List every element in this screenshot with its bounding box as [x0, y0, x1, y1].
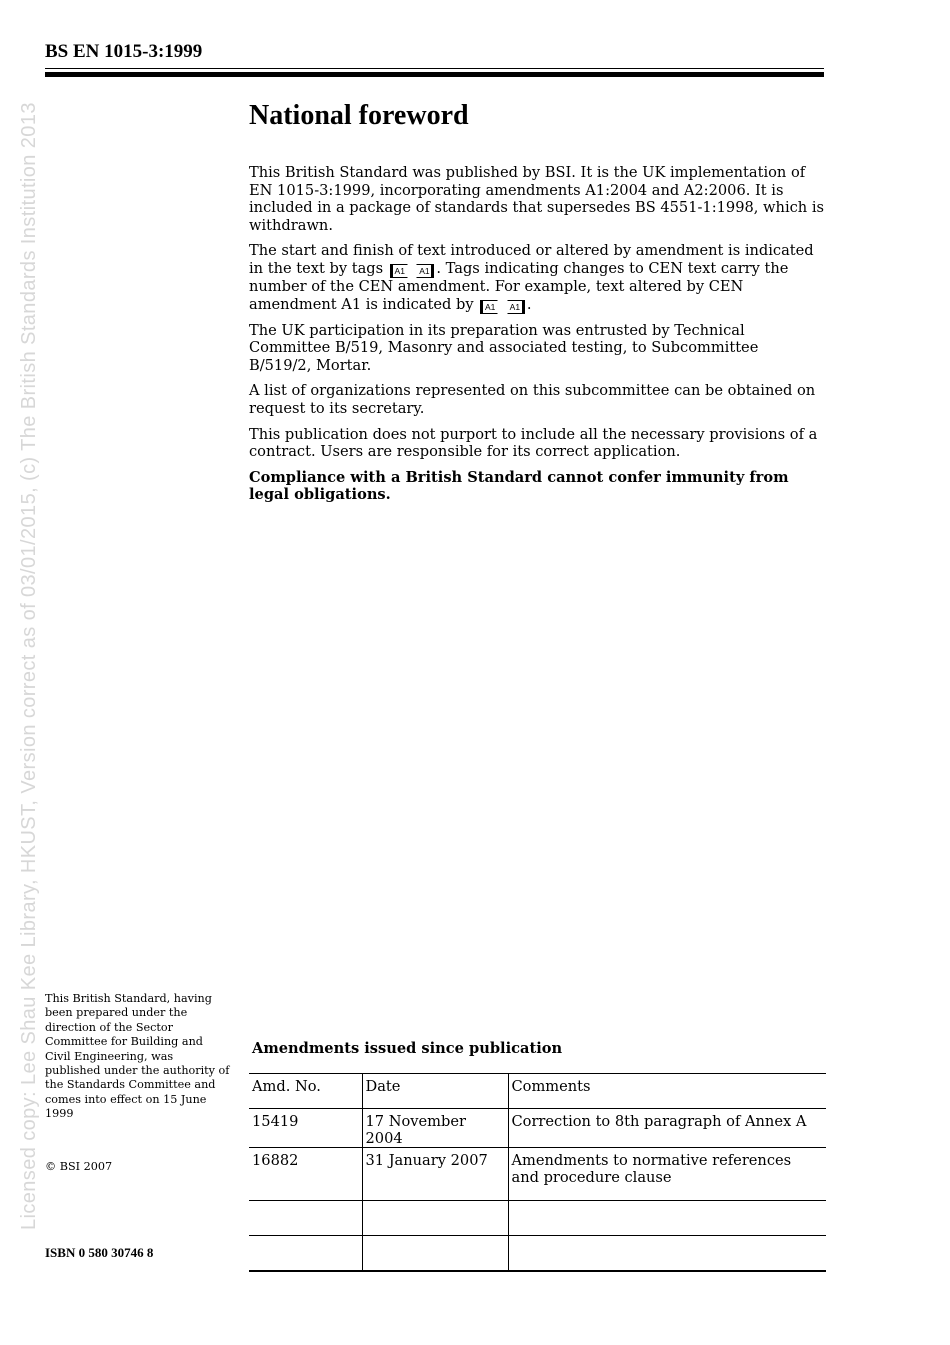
comments-cell: Correction to 8th paragraph of Annex A — [508, 1109, 826, 1148]
paragraph-organizations: A list of organizations represented on this subcommittee can be obtained on request to its secretary. — [249, 382, 816, 417]
page-title: National foreword — [249, 100, 469, 131]
copyright: © BSI 2007 — [45, 1160, 113, 1173]
date-cell: 17 November 2004 — [362, 1109, 508, 1148]
foreword-body — [249, 164, 824, 512]
paragraph-compliance: Compliance with a British Standard cannot confer immunity from legal obligations. — [249, 468, 789, 504]
comments-cell: Amendments to normative references and procedure clause — [508, 1148, 826, 1201]
amd-no-cell: 16882 — [249, 1148, 362, 1201]
isbn: ISBN 0 580 30746 8 — [45, 1245, 154, 1260]
tags-text-middle: . Tags indicating changes to CEN text carry the number of the CEN amendment. For example, text altered by CEN amendment A1 is indicated by — [249, 259, 789, 313]
date-cell — [362, 1236, 508, 1271]
paragraph-amendment-tags — [249, 242, 824, 313]
table-row — [249, 1201, 826, 1236]
tags-text-start: The start and finish of text introduced or altered by amendment is indicated in the text by tags — [249, 242, 814, 277]
table-row — [249, 1109, 826, 1148]
table-row — [249, 1236, 826, 1271]
footer-rule — [249, 1271, 826, 1272]
comments-cell — [508, 1236, 826, 1271]
tags-text-end: . — [526, 295, 532, 313]
column-header-amd-no: Amd. No. — [249, 1074, 362, 1109]
column-header-comments: Comments — [508, 1074, 826, 1109]
column-header-date: Date — [362, 1074, 508, 1109]
amendment-start-tag-icon: A1 — [390, 264, 408, 278]
amendments-title: Amendments issued since publication — [252, 1040, 563, 1057]
date-cell — [362, 1201, 508, 1236]
date-cell: 31 January 2007 — [362, 1148, 508, 1201]
publication-note: This British Standard, having been prepared under the direction of the Sector Committee for Building and Civil Engineering, was published under the authority of the Standards Committee and comes into effect on 15 June 1999 — [45, 992, 230, 1121]
header-rule-thin — [45, 68, 824, 69]
standard-code: BS EN 1015-3:1999 — [45, 41, 203, 62]
table-row — [249, 1148, 826, 1201]
paragraph-committee: The UK participation in its preparation was entrusted by Technical Committee B/519, Masonry and associated testing, to Subcommittee B/519/2, Mortar. — [249, 321, 759, 374]
header-rule-thick — [45, 72, 824, 77]
amd-no-cell — [249, 1236, 362, 1271]
paragraph-publication: This British Standard was published by BSI. It is the UK implementation of EN 1015-3:1999, incorporating amendments A1:2004 and A2:2006. It is included in a package of standards that supersedes BS 4551-1:1998, which is withdrawn. — [249, 164, 824, 234]
amendment-start-tag-icon: A1 — [480, 300, 498, 314]
amendment-end-tag-icon: A1 — [507, 300, 525, 314]
amd-no-cell — [249, 1201, 362, 1236]
amd-no-cell: 15419 — [249, 1109, 362, 1148]
amendments-table — [249, 1073, 826, 1271]
comments-cell — [508, 1201, 826, 1236]
license-watermark: Licensed copy: Lee Shau Kee Library, HKUST, Version correct as of 03/01/2015, (c) The British Standards Institution 2013 — [18, 102, 40, 1230]
paragraph-provisions: This publication does not purport to include all the necessary provisions of a contract. Users are responsible for its correct application. — [249, 425, 818, 461]
table-header-row — [249, 1074, 826, 1109]
amendment-end-tag-icon: A1 — [416, 264, 434, 278]
